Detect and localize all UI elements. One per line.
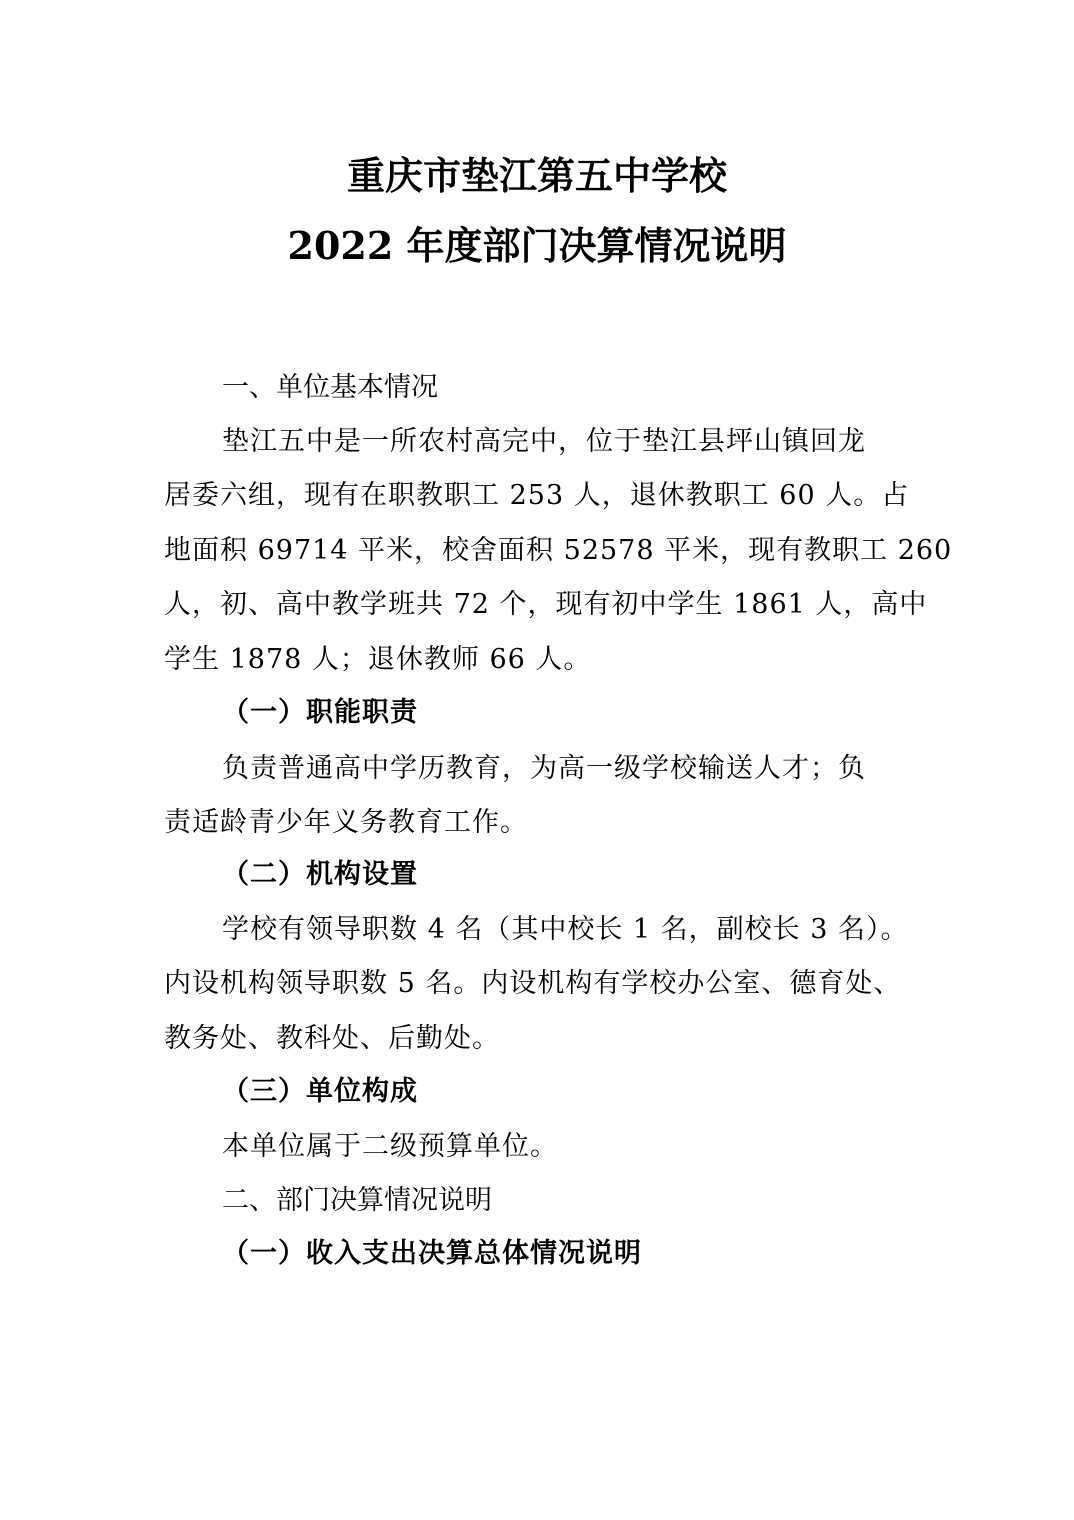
section-1-paragraph-line: 居委六组，现有在职教职工 253 人，退休教职工 60 人。占 xyxy=(164,480,910,511)
subsection-organization-heading: （二）机构设置 xyxy=(222,859,418,890)
document-title-line-2: 2022 年度部门决算情况说明 xyxy=(287,223,787,268)
subsection-functions-heading: （一）职能职责 xyxy=(222,697,418,728)
subsection-composition-line: 本单位属于二级预算单位。 xyxy=(222,1131,558,1162)
section-1-paragraph-line: 学生 1878 人；退休教师 66 人。 xyxy=(164,644,592,675)
subsection-organization-line: 教务处、教科处、后勤处。 xyxy=(164,1023,500,1054)
subsection-organization-line: 内设机构领导职数 5 名。内设机构有学校办公室、德育处、 xyxy=(164,968,902,999)
subsection-composition-heading: （三）单位构成 xyxy=(222,1076,418,1107)
section-1-heading: 一、单位基本情况 xyxy=(222,372,438,403)
document-title-line-1: 重庆市垫江第五中学校 xyxy=(346,153,727,198)
section-2-heading: 二、部门决算情况说明 xyxy=(222,1185,492,1216)
section-1-paragraph-line: 人，初、高中教学班共 72 个，现有初中学生 1861 人，高中 xyxy=(164,589,928,620)
section-1-paragraph-line: 垫江五中是一所农村高完中，位于垫江县坪山镇回龙 xyxy=(222,426,866,457)
subsection-functions-line: 负责普通高中学历教育，为高一级学校输送人才；负 xyxy=(222,753,866,784)
subsection-income-expenditure-heading: （一）收入支出决算总体情况说明 xyxy=(222,1238,642,1269)
subsection-organization-line: 学校有领导职数 4 名（其中校长 1 名，副校长 3 名）。 xyxy=(222,914,909,945)
section-1-paragraph-line: 地面积 69714 平米，校舍面积 52578 平米，现有教职工 260 xyxy=(164,535,953,566)
subsection-functions-line: 责适龄青少年义务教育工作。 xyxy=(164,807,528,838)
